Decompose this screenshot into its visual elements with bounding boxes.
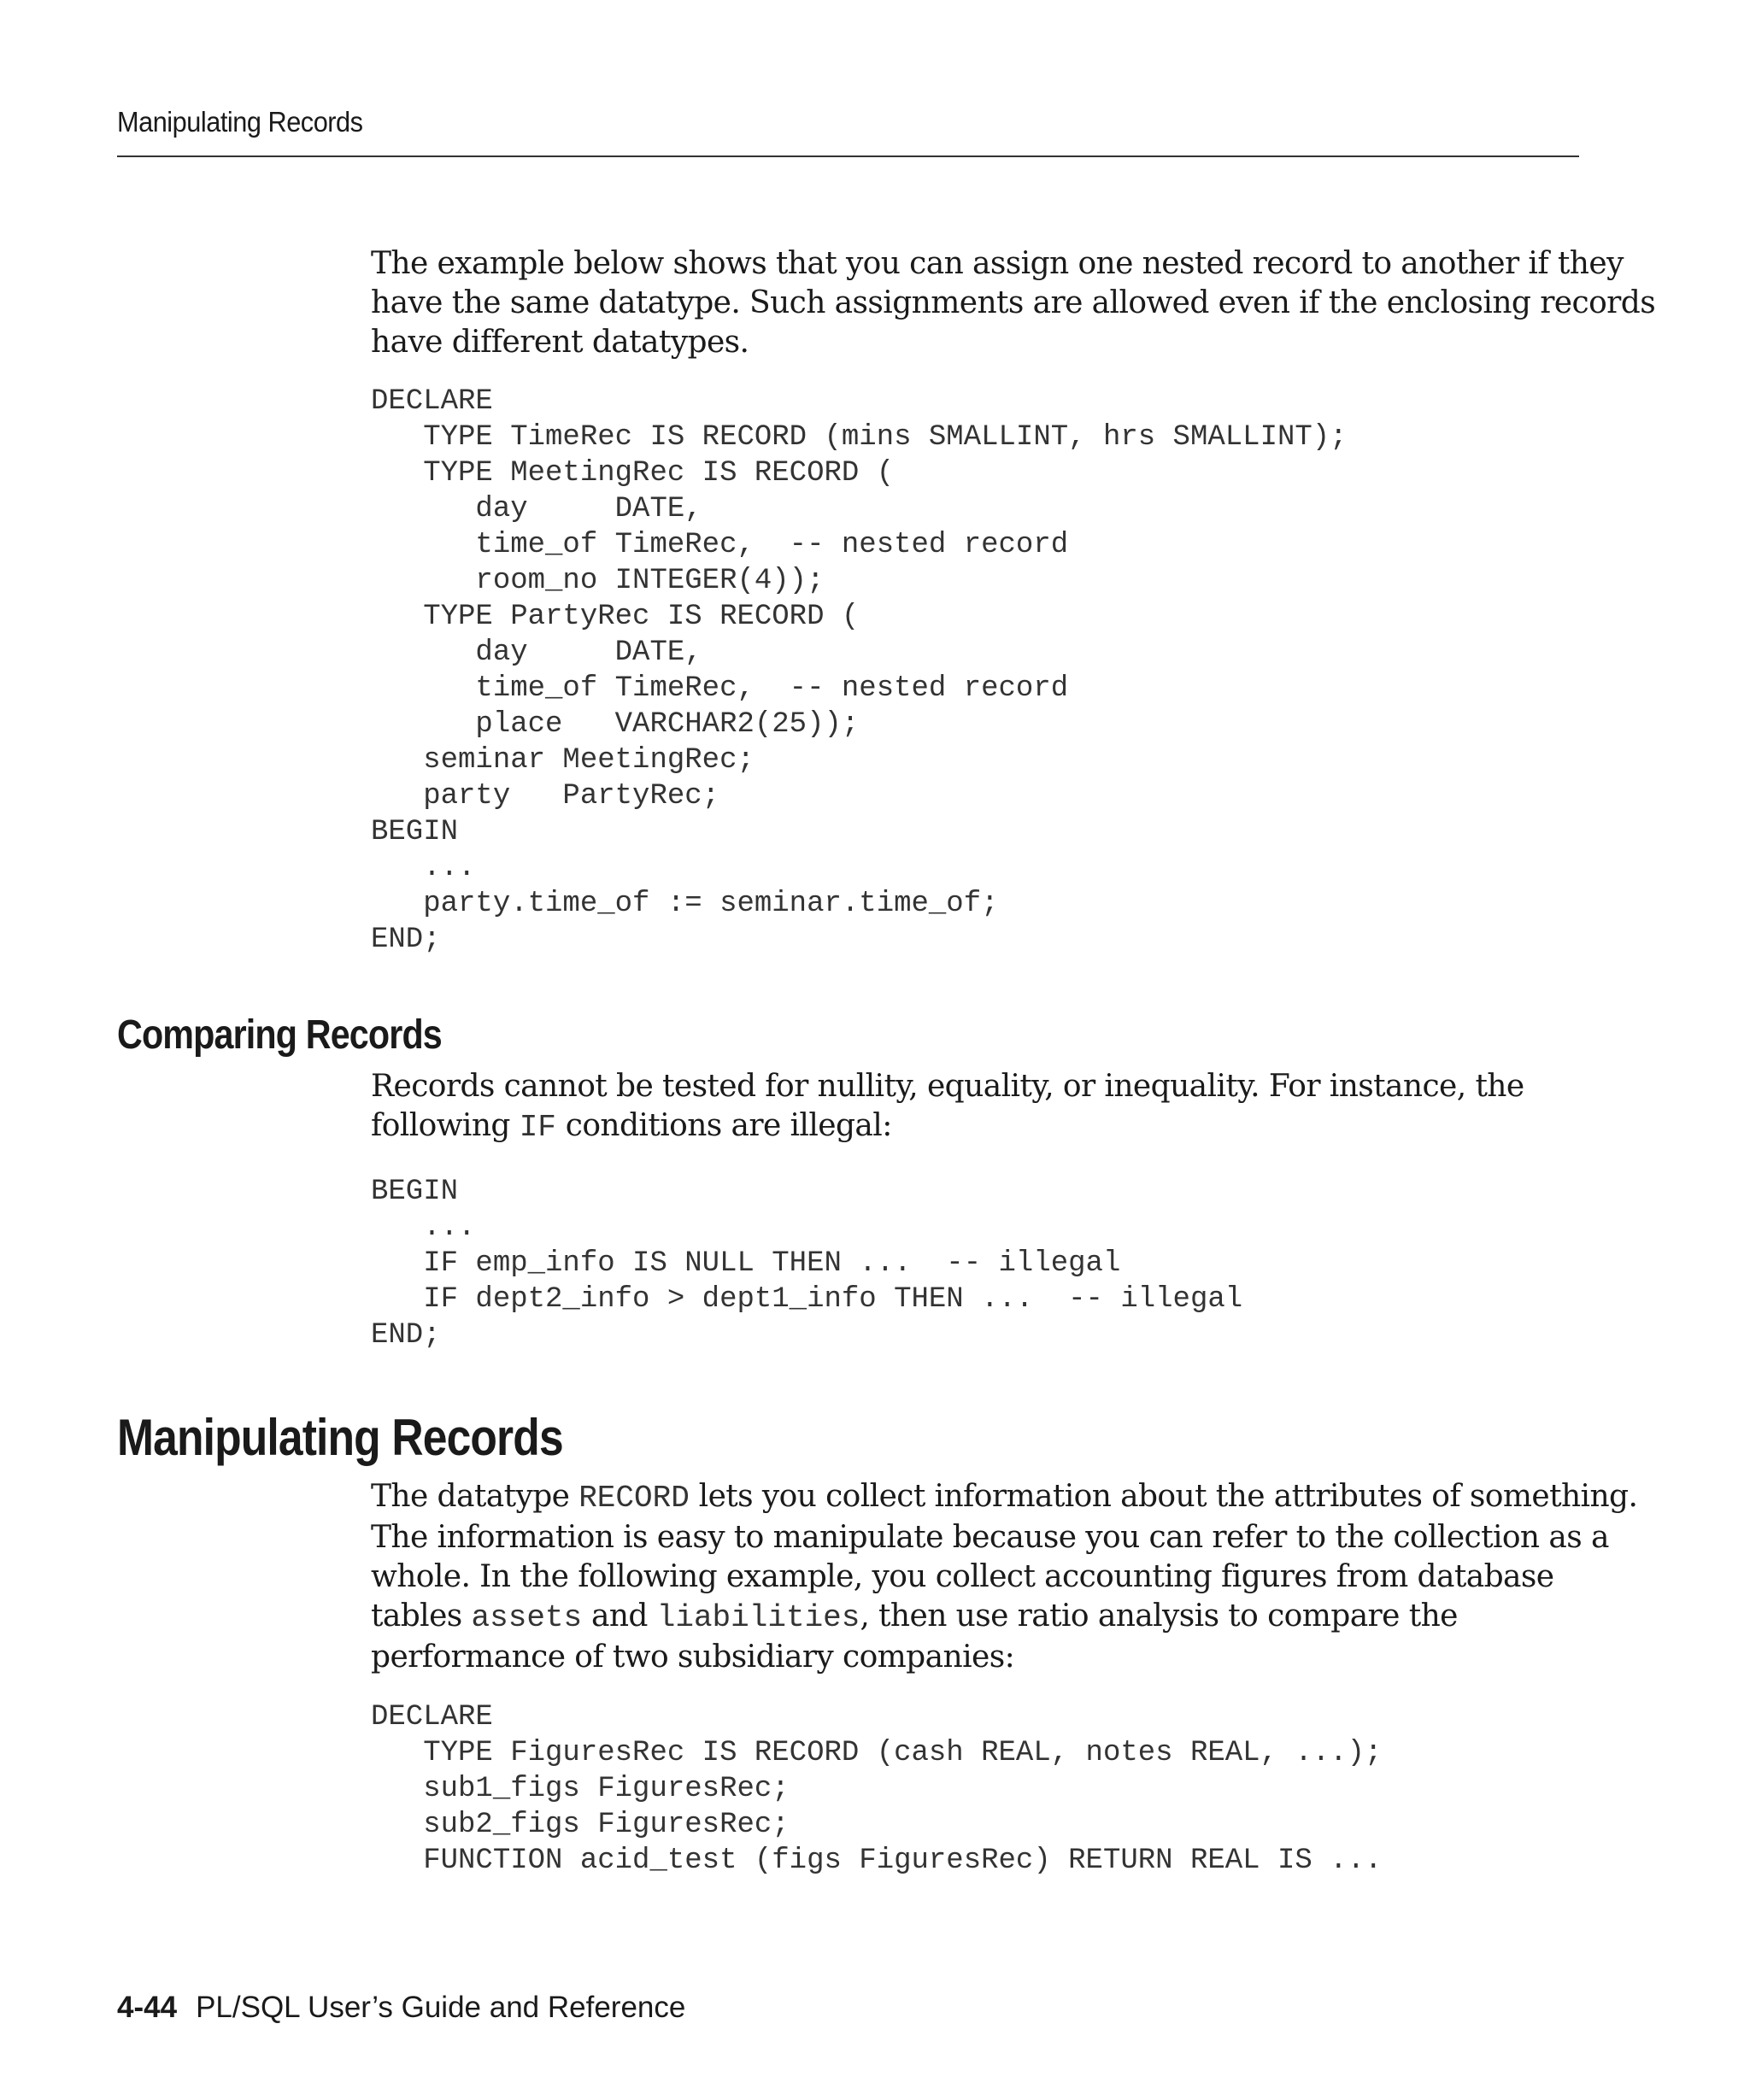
- text-run: , then use ratio analysis to compare the: [860, 1598, 1458, 1634]
- code-line: TYPE PartyRec IS RECORD (: [371, 601, 860, 633]
- code-line: END;: [371, 1319, 441, 1352]
- comparing-paragraph: [371, 1067, 1593, 1147]
- running-header: Manipulating Records: [117, 106, 363, 138]
- manipulating-line-1: [371, 1477, 1638, 1518]
- code-line: party PartyRec;: [371, 780, 720, 812]
- manipulating-line-4: [371, 1597, 1593, 1638]
- manipulating-paragraph: [371, 1477, 1638, 1677]
- inline-code: IF: [519, 1110, 556, 1145]
- code-line: place VARCHAR2(25));: [371, 708, 860, 741]
- code-manipulate-records: [371, 1699, 1382, 1879]
- intro-line-3: have different datatypes.: [371, 325, 749, 360]
- code-line: time_of TimeRec, -- nested record: [371, 672, 1069, 705]
- comparing-line-1: Records cannot be tested for nullity, equality, or inequality. For instance, the: [371, 1069, 1524, 1104]
- comparing-line-2: [371, 1106, 1593, 1147]
- code-line: IF emp_info IS NULL THEN ... -- illegal: [371, 1247, 1121, 1280]
- code-line: IF dept2_info > dept1_info THEN ... -- illegal: [371, 1283, 1243, 1316]
- heading-comparing-records: Comparing Records: [117, 1012, 442, 1058]
- heading-manipulating-records: Manipulating Records: [117, 1409, 563, 1466]
- intro-line-2: have the same datatype. Such assignments are allowed even if the enclosing records: [371, 285, 1656, 320]
- header-rule: [117, 155, 1579, 157]
- code-line: FUNCTION acid_test (figs FiguresRec) RETURN REAL IS ...: [371, 1845, 1383, 1877]
- code-line: party.time_of := seminar.time_of;: [371, 888, 999, 920]
- code-line: BEGIN: [371, 1176, 459, 1208]
- intro-line-1: The example below shows that you can assign one nested record to another if they: [371, 246, 1624, 281]
- code-line: TYPE TimeRec IS RECORD (mins SMALLINT, hrs SMALLINT);: [371, 421, 1348, 454]
- code-line: DECLARE: [371, 385, 493, 418]
- code-line: sub2_figs FiguresRec;: [371, 1809, 790, 1841]
- code-line: sub1_figs FiguresRec;: [371, 1773, 790, 1805]
- code-line: seminar MeetingRec;: [371, 744, 755, 777]
- manipulating-line-3: whole. In the following example, you collect accounting figures from database: [371, 1559, 1554, 1594]
- code-line: ...: [371, 852, 476, 884]
- book-title: PL/SQL User’s Guide and Reference: [196, 1991, 686, 2024]
- code-line: END;: [371, 924, 441, 956]
- page-footer: [117, 1991, 685, 2025]
- code-nested-records: [371, 384, 1348, 958]
- code-line: BEGIN: [371, 816, 459, 848]
- text-run: lets you collect information about the attributes of something.: [689, 1479, 1638, 1514]
- code-compare-records: [371, 1174, 1242, 1353]
- text-run: The datatype: [371, 1479, 579, 1514]
- code-line: time_of TimeRec, -- nested record: [371, 529, 1069, 561]
- code-line: DECLARE: [371, 1701, 493, 1733]
- text-run: following: [371, 1108, 520, 1143]
- code-line: day DATE,: [371, 493, 702, 525]
- text-run: conditions are illegal:: [555, 1108, 892, 1143]
- code-line: TYPE FiguresRec IS RECORD (cash REAL, notes REAL, ...);: [371, 1737, 1383, 1769]
- code-line: room_no INTEGER(4));: [371, 565, 825, 597]
- manipulating-line-5: performance of two subsidiary companies:: [371, 1640, 1015, 1675]
- page-number: 4-44: [117, 1991, 178, 2024]
- text-run: tables: [371, 1598, 472, 1634]
- intro-paragraph: [371, 244, 1656, 362]
- code-line: ...: [371, 1211, 476, 1244]
- text-run: and: [582, 1598, 657, 1634]
- inline-code: RECORD: [578, 1481, 690, 1516]
- code-line: day DATE,: [371, 636, 702, 669]
- inline-code: assets: [471, 1600, 583, 1635]
- inline-code: liabilities: [656, 1600, 860, 1635]
- code-line: TYPE MeetingRec IS RECORD (: [371, 457, 895, 490]
- manipulating-line-2: The information is easy to manipulate because you can refer to the collection as a: [371, 1520, 1609, 1555]
